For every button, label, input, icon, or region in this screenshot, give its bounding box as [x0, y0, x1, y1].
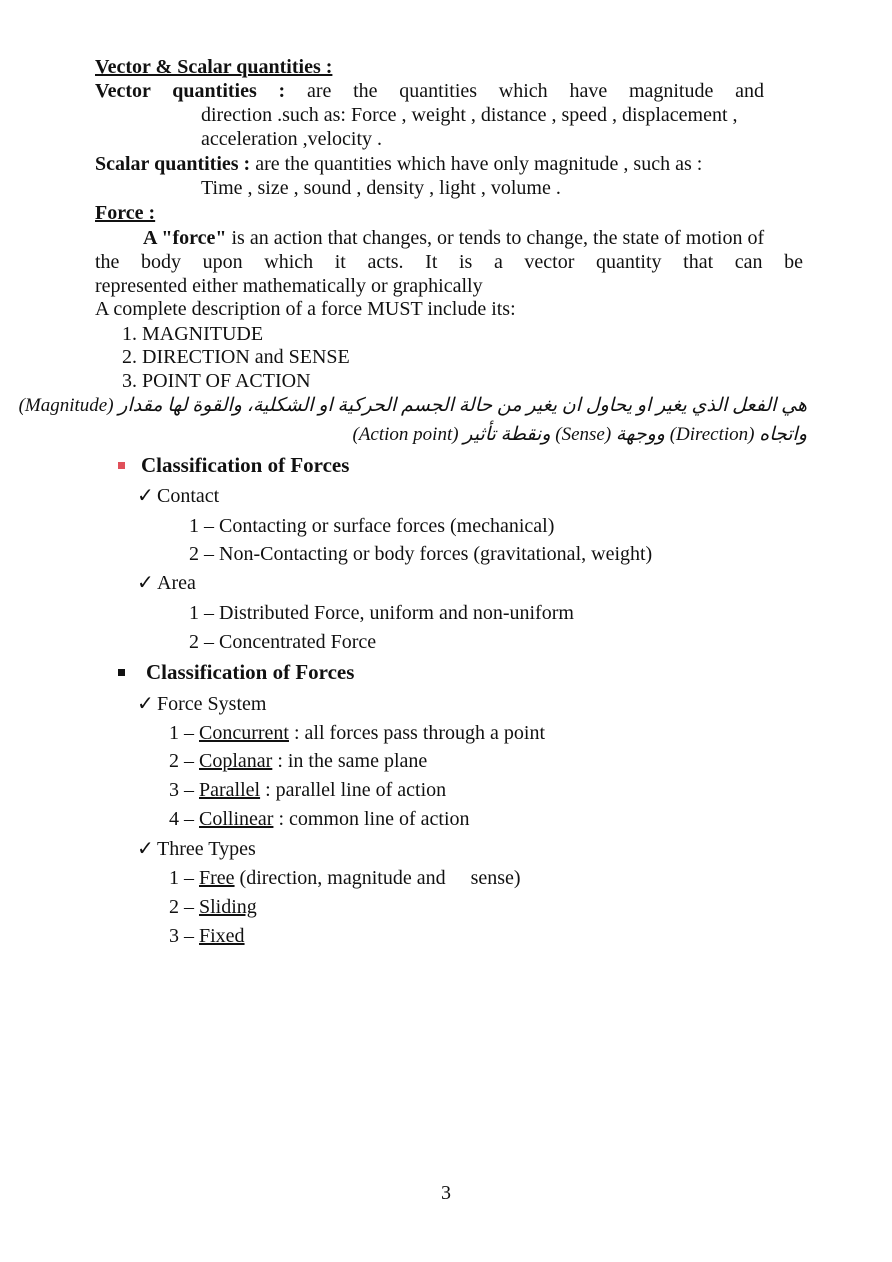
check-icon: ✓: [137, 838, 154, 860]
item-term: Fixed: [199, 925, 245, 947]
force-system-item: [169, 807, 470, 831]
vector-def-text: are the quantities which have magnitude and: [306, 80, 765, 102]
force-system-label-text: Force System: [157, 693, 267, 715]
section-heading-force: Force :: [95, 202, 156, 224]
force-item-point: 3. POINT OF ACTION: [122, 370, 311, 392]
area-item-1: 1 – Distributed Force, uniform and non-uniform: [189, 602, 574, 624]
scalar-term: Scalar quantities :: [95, 153, 251, 175]
item-desc: : all forces pass through a point: [288, 722, 546, 744]
vector-definition-line1: [95, 79, 764, 103]
scalar-def-text: are the quantities which have only magnitude , such as :: [255, 153, 703, 175]
force-definition-line1: [143, 226, 764, 250]
force-item-magnitude: 1. MAGNITUDE: [122, 323, 264, 345]
contact-label: [137, 484, 219, 508]
type-item: [169, 924, 245, 948]
force-system-item: [169, 749, 427, 773]
check-icon: ✓: [137, 572, 154, 594]
item-desc: : parallel line of action: [260, 779, 447, 801]
check-icon: ✓: [137, 485, 154, 507]
force-def-text: is an action that changes, or tends to change, the state of motion of: [231, 227, 765, 249]
area-item-2: 2 – Concentrated Force: [189, 631, 377, 653]
classification-title-2: Classification of Forces: [146, 660, 355, 684]
area-label: [137, 571, 196, 595]
force-system-item: [169, 721, 545, 745]
type-item: [169, 895, 257, 919]
item-term: Collinear: [199, 808, 274, 830]
arabic-definition-line1: هي الفعل الذي يغير او يحاول ان يغير من حالة الجسم الحركية او الشكلية، والقوة لها مقدار (Magnitude): [18, 395, 807, 416]
section-bullet: [118, 669, 125, 676]
area-label-text: Area: [157, 572, 196, 594]
scalar-definition-line2: Time , size , sound , density , light , volume .: [201, 177, 561, 199]
force-term: A "force": [143, 227, 227, 249]
scalar-definition-line1: [95, 152, 702, 176]
item-number: 1 –: [169, 722, 199, 744]
three-types-label: [137, 837, 256, 861]
force-definition-line3: represented either mathematically or graphically: [95, 275, 483, 297]
section-heading-vector-scalar: Vector & Scalar quantities :: [95, 56, 333, 78]
type-item: [169, 866, 521, 890]
item-number: 1 –: [169, 867, 199, 889]
item-desc: (direction, magnitude and sense): [234, 867, 521, 889]
contact-item-2: 2 – Non-Contacting or body forces (gravitational, weight): [189, 543, 653, 565]
force-item-direction: 2. DIRECTION and SENSE: [122, 346, 350, 368]
contact-label-text: Contact: [157, 485, 220, 507]
vector-definition-line2: direction .such as: Force , weight , distance , speed , displacement ,: [201, 104, 738, 126]
contact-item-1: 1 – Contacting or surface forces (mechanical): [189, 515, 555, 537]
vector-definition-line3: acceleration ,velocity .: [201, 128, 383, 150]
item-number: 3 –: [169, 925, 199, 947]
item-term: Sliding: [199, 896, 257, 918]
vector-term: Vector quantities :: [95, 80, 286, 102]
three-types-label-text: Three Types: [157, 838, 256, 860]
item-number: 2 –: [169, 896, 199, 918]
item-number: 4 –: [169, 808, 199, 830]
arabic-definition-line2: واتجاه (Direction) ووجهة (Sense) ونقطة تأثير (Action point): [352, 424, 807, 445]
section-bullet: [118, 462, 125, 469]
item-number: 2 –: [169, 750, 199, 772]
force-system-item: [169, 778, 446, 802]
item-term: Parallel: [199, 779, 261, 801]
item-term: Concurrent: [199, 722, 289, 744]
item-desc: : in the same plane: [272, 750, 428, 772]
page-number: 3: [441, 1182, 451, 1204]
item-term: Free: [199, 867, 235, 889]
item-term: Coplanar: [199, 750, 273, 772]
check-icon: ✓: [137, 693, 154, 715]
item-number: 3 –: [169, 779, 199, 801]
force-complete-description: A complete description of a force MUST include its:: [95, 298, 516, 320]
item-desc: : common line of action: [273, 808, 470, 830]
force-system-label: [137, 692, 266, 716]
classification-title-1: Classification of Forces: [141, 453, 350, 477]
force-definition-line2: the body upon which it acts. It is a vector quantity that can be: [95, 251, 803, 273]
